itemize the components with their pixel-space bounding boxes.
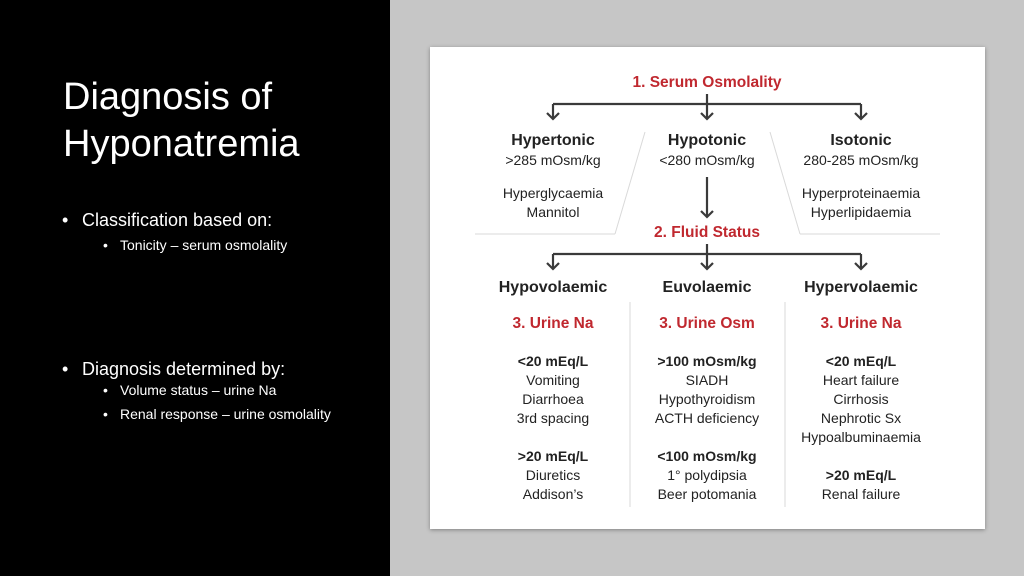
step3-urine-na: 3. Urine Na <box>512 315 594 332</box>
step3-urine-na: 3. Urine Na <box>820 315 902 332</box>
tonicity-hypotonic: Hypotonic <box>667 132 747 149</box>
step3-urine-osm: 3. Urine Osm <box>659 315 755 332</box>
volume-hypovolaemic: Hypovolaemic <box>498 279 608 296</box>
cause-item: Diuretics <box>525 467 581 483</box>
threshold-label: >20 mEq/L <box>517 448 589 464</box>
hypovolaemic-group-1 <box>478 352 628 428</box>
isotonic-cause: Hyperproteinaemia <box>801 185 921 201</box>
cause-item: Renal failure <box>821 486 901 502</box>
cause-item: Nephrotic Sx <box>820 410 902 426</box>
tonicity-hypertonic-range: >285 mOsm/kg <box>505 152 601 168</box>
bullet-group-diagnosis <box>62 357 382 424</box>
tonicity-hypotonic-range: <280 mOsm/kg <box>659 152 755 168</box>
cause-item: Addison’s <box>522 486 584 502</box>
subbullet-tonicity: • Tonicity – serum osmolality <box>62 236 382 255</box>
tonicity-isotonic-range: 280-285 mOsm/kg <box>803 152 919 168</box>
slide-title: Diagnosis of Hyponatremia <box>63 76 300 165</box>
cause-item: 1° polydipsia <box>667 467 747 483</box>
threshold-label: <20 mEq/L <box>517 353 589 369</box>
slide-text-panel <box>0 0 390 576</box>
tonicity-isotonic: Isotonic <box>830 132 892 149</box>
subbullet-volume-status: • Volume status – urine Na <box>62 381 382 400</box>
threshold-label: <20 mEq/L <box>825 353 897 369</box>
cause-item: Hypothyroidism <box>658 391 756 407</box>
euvolaemic-group-2 <box>632 447 782 504</box>
hyponatremia-flowchart <box>430 47 985 529</box>
isotonic-cause: Hyperlipidaemia <box>810 204 912 220</box>
cause-item: Hypoalbuminaemia <box>801 429 921 445</box>
hypervolaemic-group-2 <box>786 466 936 504</box>
cause-item: Vomiting <box>526 372 580 388</box>
subbullet-renal-response: • Renal response – urine osmolality <box>62 405 382 424</box>
volume-euvolaemic: Euvolaemic <box>662 279 752 296</box>
step2-label: 2. Fluid Status <box>654 224 760 241</box>
cause-item: Beer potomania <box>657 486 757 502</box>
tonicity-hypertonic: Hypertonic <box>511 132 595 149</box>
step1-label: 1. Serum Osmolality <box>632 74 782 91</box>
cause-item: SIADH <box>685 372 729 388</box>
bullet-diagnosis: • Diagnosis determined by: <box>62 357 382 381</box>
cause-item: Cirrhosis <box>833 391 889 407</box>
hypovolaemic-group-2 <box>478 447 628 504</box>
cause-item: Diarrhoea <box>522 391 584 407</box>
hypertonic-cause: Mannitol <box>526 204 580 220</box>
bullet-classification: • Classification based on: <box>62 208 382 232</box>
threshold-label: >20 mEq/L <box>825 467 897 483</box>
threshold-label: >100 mOsm/kg <box>657 353 757 369</box>
cause-item: Heart failure <box>822 372 900 388</box>
hypervolaemic-group-1 <box>786 352 936 447</box>
cause-item: ACTH deficiency <box>654 410 760 426</box>
hypertonic-cause: Hyperglycaemia <box>502 185 604 201</box>
euvolaemic-group-1 <box>632 352 782 428</box>
threshold-label: <100 mOsm/kg <box>657 448 757 464</box>
volume-hypervolaemic: Hypervolaemic <box>804 279 918 296</box>
bullet-group-classification <box>62 208 382 255</box>
cause-item: 3rd spacing <box>516 410 590 426</box>
